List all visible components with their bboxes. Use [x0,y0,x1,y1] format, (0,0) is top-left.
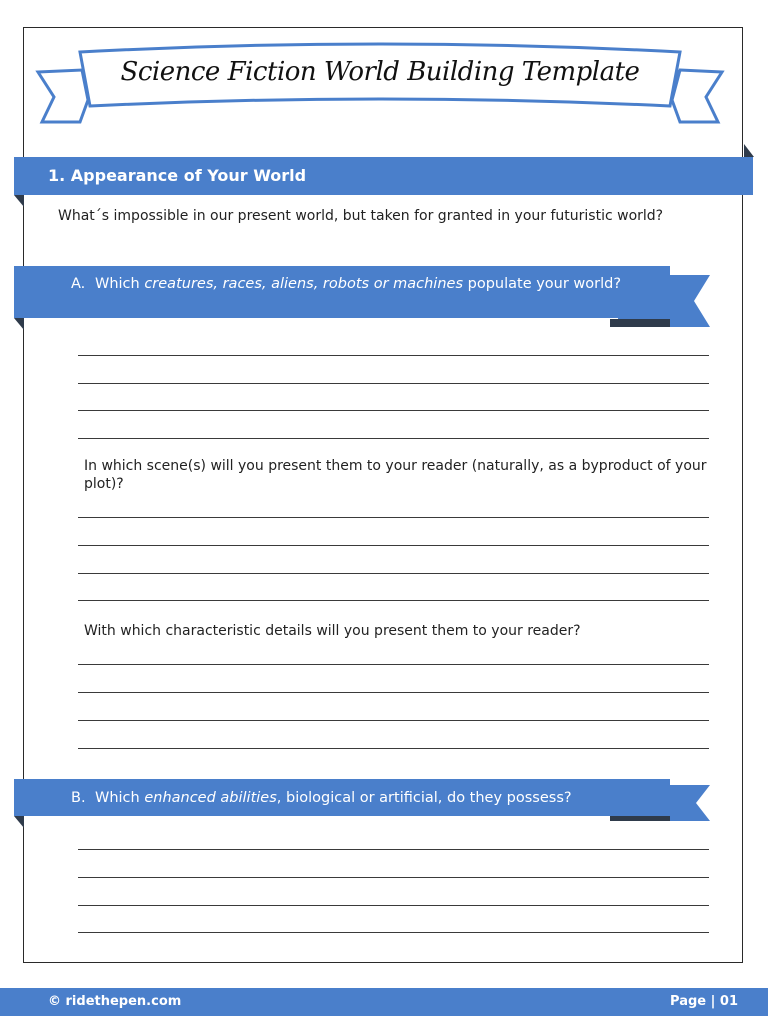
question-a-fold [14,318,24,330]
footer-copyright: © ridethepen.com [48,994,182,1009]
question-a-emphasis: creatures, races, aliens, robots or machines [144,276,464,292]
answer-line[interactable] [78,517,709,518]
answer-line[interactable] [78,849,709,850]
answer-line[interactable] [78,383,709,384]
answer-line[interactable] [78,877,709,878]
footer-page-number: Page | 01 [670,994,738,1009]
answer-line[interactable] [78,438,709,439]
question-b-emphasis: enhanced abilities [144,790,277,806]
question-b-text [71,789,630,807]
answer-line[interactable] [78,355,709,356]
followup-question-2: With which characteristic details will you present them to your reader? [84,623,581,639]
question-a-letter: A. [71,276,86,292]
answer-line[interactable] [78,748,709,749]
question-a-text [71,275,630,293]
answer-line[interactable] [78,720,709,721]
question-b-banner [14,779,670,816]
intro-question: What´s impossible in our present world, but taken for granted in your futuristic world? [58,208,664,224]
answer-line[interactable] [78,905,709,906]
question-a-prefix: Which [95,276,145,292]
question-b-letter: B. [71,790,86,806]
section-header: 1. Appearance of Your World [14,157,753,195]
page-title: Science Fiction World Building Template [120,57,640,87]
answer-line[interactable] [78,692,709,693]
question-a-banner [14,266,670,318]
question-b-fold [14,816,24,828]
question-a-suffix: populate your world? [463,276,622,292]
answer-line[interactable] [78,664,709,665]
answer-line[interactable] [78,600,709,601]
answer-line[interactable] [78,932,709,933]
section-fold-right [744,144,754,157]
section-fold-left [14,195,24,207]
question-b-suffix: , biological or artificial, do they possess? [276,790,572,806]
answer-line[interactable] [78,545,709,546]
answer-line[interactable] [78,410,709,411]
answer-line[interactable] [78,573,709,574]
followup-question-1: In which scene(s) will you present them to your reader (naturally, as a byproduct of your plot)? [84,458,707,492]
page-footer [0,988,768,1016]
question-b-prefix: Which [95,790,145,806]
